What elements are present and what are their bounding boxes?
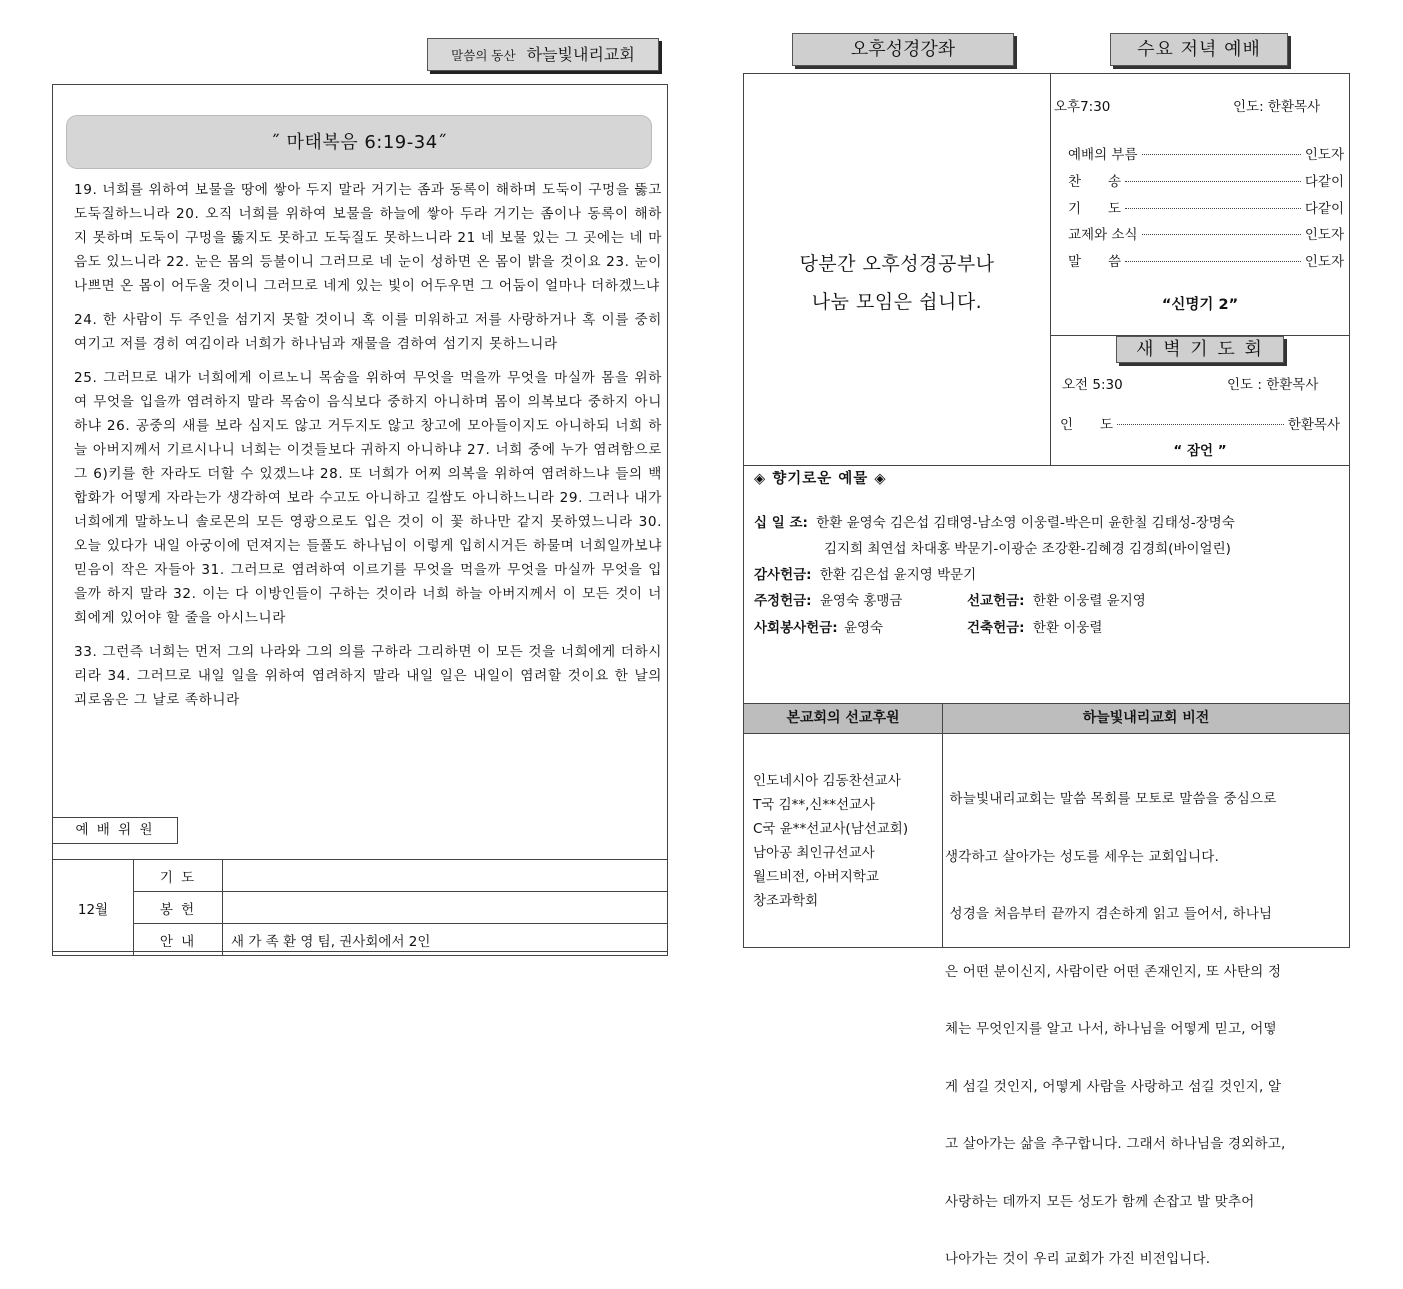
service-names: 윤영숙: [843, 620, 884, 636]
vision-line: 성경을 처음부터 끝까지 겸손하게 읽고 들어서, 하나님: [945, 906, 1273, 922]
dawn-leader: 인도 : 한환목사: [1227, 377, 1319, 393]
order-who: 다같이: [1304, 201, 1344, 217]
divider: [1050, 73, 1051, 465]
staff-role: 안 내: [134, 924, 223, 956]
leader-dots: [1142, 154, 1301, 155]
scripture-text: [74, 178, 662, 722]
vision-line: 체는 무엇인지를 알고 나서, 하나님을 어떻게 믿고, 어떻: [945, 1021, 1277, 1037]
divider: [942, 703, 943, 948]
wed-order-row: [1068, 167, 1344, 193]
weekly-line: [754, 588, 902, 614]
tithe-line: [754, 510, 1235, 536]
staff-value: [223, 892, 668, 924]
dawn-prayer-banner: [1116, 336, 1284, 363]
vision-line: 하늘빛내리교회는 말씀 목회를 모토로 말씀을 중심으로: [945, 791, 1277, 807]
vision-header: [943, 704, 1349, 733]
order-item: 찬 송: [1068, 174, 1122, 190]
divider: [743, 733, 1350, 734]
thanks-names: 한환 김은섭 윤지영 박문기: [819, 567, 977, 583]
leader-dots: [1142, 234, 1301, 235]
order-item: 예배의 부름: [1068, 147, 1138, 163]
leader-dots: [1125, 261, 1301, 262]
scripture-paragraph: 24. 한 사람이 두 주인을 섬기지 못할 것이니 혹 이를 미워하고 저를 사랑하거나 혹 이를 중히 여기고 저를 경히 여김이라 너희가 하나님과 재물을 겸하여 섬기지 못하느니라: [74, 312, 662, 352]
building-line: [967, 615, 1102, 641]
tithe-names: 한환 윤영숙 김은섭 김태영-남소영 이웅렬-박은미 윤한칠 김태성-장명숙: [816, 515, 1235, 531]
order-who: 인도자: [1304, 227, 1344, 243]
mission-names: 한환 이웅렬 윤지영: [1032, 593, 1146, 609]
service-line: [754, 615, 883, 641]
list-item: 인도네시아 김동찬선교사: [753, 773, 901, 789]
tithe-label: 십 일 조:: [754, 515, 808, 531]
wed-time: 오후7:30: [1054, 99, 1111, 115]
dawn-scripture: “ 잠언 ”: [1173, 443, 1227, 459]
dawn-prayer-title: 새 벽 기 도 회: [1136, 339, 1264, 360]
dawn-order-row: [1060, 410, 1340, 436]
list-item: 창조과학회: [753, 893, 819, 909]
building-names: 한환 이웅렬: [1032, 620, 1103, 636]
afternoon-notice-line: 나눔 모임은 쉽니다.: [811, 291, 983, 313]
weekly-label: 주정헌금:: [754, 593, 812, 609]
order-item: 인 도: [1060, 417, 1114, 433]
afternoon-notice: [744, 245, 1050, 321]
order-who: 인도자: [1304, 147, 1344, 163]
tithe-line: [824, 536, 1231, 562]
staff-role: 봉 헌: [134, 892, 223, 924]
staff-label: 예 배 위 원: [75, 822, 155, 838]
mission-label: 선교헌금:: [967, 593, 1025, 609]
list-item: C국 윤**선교사(남선교회): [753, 821, 909, 837]
vision-text: [945, 752, 1347, 1289]
list-item: T국 김**,신**선교사: [753, 797, 876, 813]
wednesday-service-banner: [1110, 33, 1288, 66]
mission-offering-line: [967, 588, 1146, 614]
weekly-names: 윤영숙 홍맹금: [819, 593, 903, 609]
scripture-paragraph: 19. 너희를 위하여 보물을 땅에 쌓아 두지 말라 거기는 좀과 동록이 해하며 도둑이 구멍을 뚫고 도둑질하느니라 20. 오직 너희를 위하여 보물을 하늘에 쌓아 두라 거기는 좀이나 동록이 해하지 못하며 도둑이 구멍을 뚫지도 못하고 도둑질도 못하느니라 21 네 보물 있는 그 곳에는 네 마음도 있느니라 22. 눈은 몸의 등불이니 그러므로 네 눈이 성하면 온 몸이 밝을 것이요 23. 눈이 나쁘면 온 몸이 어두울 것이니 그러므로 네게 있는 빛이 어두우면 그 어둠이 얼마나 더하겠느냐: [74, 182, 662, 294]
wed-scripture: “신명기 2”: [1161, 297, 1239, 313]
vision-line: 은 어떤 분이신지, 사람이란 어떤 존재인지, 또 사탄의 정: [945, 963, 1282, 980]
vision-line: 나아가는 것이 우리 교회가 가진 비전입니다.: [945, 1251, 1211, 1267]
header-church-name: 하늘빛내리교회: [526, 45, 635, 64]
thanks-line: [754, 562, 976, 588]
scripture-title: ˝ 마태복음 6:19-34˝: [270, 132, 448, 153]
staff-month: 12월: [53, 860, 134, 956]
afternoon-notice-line: 당분간 오후성경공부나: [799, 253, 995, 275]
wed-order-row: [1068, 220, 1344, 246]
wed-leader: 인도: 한환목사: [1233, 99, 1321, 115]
staff-role: 기 도: [134, 860, 223, 892]
wed-order-row: [1068, 247, 1344, 273]
wednesday-service-title: 수요 저녁 예배: [1137, 39, 1261, 60]
divider: [743, 465, 1350, 466]
wed-order-row: [1068, 140, 1344, 166]
missions-header: [744, 704, 942, 733]
offering-title: ◈ 향기로운 예물 ◈: [754, 471, 887, 487]
leader-dots: [1125, 208, 1301, 209]
leader-dots: [1125, 181, 1301, 182]
order-who: 인도자: [1304, 254, 1344, 270]
vision-header-label: 하늘빛내리교회 비전: [1082, 710, 1210, 726]
service-label: 사회봉사헌금:: [754, 620, 838, 636]
scripture-paragraph: 33. 그런즉 너희는 먼저 그의 나라와 그의 의를 구하라 그리하면 이 모든 것을 너희에게 더하시리라 34. 그러므로 내일 일을 위하여 염려하지 말라 내일 일은 내일이 염려할 것이요 한 날의 괴로움은 그 날로 족하니라: [74, 644, 662, 708]
church-header-banner: [427, 38, 659, 71]
vision-line: 게 섬길 것인지, 어떻게 사람을 사랑하고 섬길 것인지, 알: [945, 1078, 1282, 1095]
order-item: 말 씀: [1068, 254, 1122, 270]
leader-dots: [1117, 424, 1284, 425]
missionary-list: [753, 769, 941, 913]
order-who: 한환목사: [1287, 417, 1340, 433]
order-item: 교제와 소식: [1068, 227, 1138, 243]
staff-value: [223, 860, 668, 892]
dawn-time: 오전 5:30: [1062, 377, 1123, 393]
worship-staff-table: [52, 859, 668, 956]
thanks-label: 감사헌금:: [754, 567, 812, 583]
vision-line: 고 살아가는 삶을 추구합니다. 그래서 하나님을 경외하고,: [945, 1136, 1286, 1152]
building-label: 건축헌금:: [967, 620, 1025, 636]
missions-header-label: 본교회의 선교후원: [786, 710, 900, 726]
list-item: 남아공 최인규선교사: [753, 845, 875, 861]
wed-order-row: [1068, 194, 1344, 220]
staff-value: 새 가 족 환 영 팀, 권사회에서 2인: [223, 924, 668, 956]
header-title: 말씀의 동산: [451, 48, 516, 63]
list-item: 월드비전, 아버지학교: [753, 869, 879, 885]
afternoon-class-banner: [792, 33, 1014, 66]
scripture-paragraph: 25. 그러므로 내가 너희에게 이르노니 목숨을 위하여 무엇을 먹을까 무엇을 마실까 몸을 위하여 무엇을 입을까 염려하지 말라 목숨이 음식보다 중하지 아니하며 몸이 의복보다 중하지 아니하냐 26. 공중의 새를 보라 심지도 않고 거두지도 않고 창고에 모아들이지도 아니하되 너희 하늘 아버지께서 기르시나니 너희는 이것들보다 귀하지 아니하냐 27. 너희 중에 누가 염려함으로 그 6)키를 한 자라도 더할 수 있겠느냐 28. 또 너희가 어찌 의복을 위하여 염려하느냐 들의 백합화가 어떻게 자라는가 생각하여 보라 수고도 아니하고 길쌈도 아니하느니라 29. 그러나 내가 너희에게 말하노니 솔로몬의 모든 영광으로도 입은 것이 이 꽃 하나만 같지 못하였느니라 30. 오늘 있다가 내일 아궁이에 던져지는 들풀도 하나님이 이렇게 입히시거든 하물며 너희일까보냐 믿음이 작은 자들아 31. 그러므로 염려하여 이르기를 무엇을 먹을까 무엇을 마실까 무엇을 입을까 하지 말라 32. 이는 다 이방인들이 구하는 것이라 너희 하늘 아버지께서 이 모든 것이 너희에게 있어야 할 줄을 아시느니라: [74, 370, 662, 626]
vision-line: 생각하고 살아가는 성도를 세우는 교회입니다.: [945, 848, 1220, 865]
staff-label-box: [52, 817, 178, 844]
vision-line: 사랑하는 데까지 모든 성도가 함께 손잡고 발 맞추어: [945, 1193, 1255, 1210]
scripture-title-banner: [67, 116, 651, 168]
order-who: 다같이: [1304, 174, 1344, 190]
order-item: 기 도: [1068, 201, 1122, 217]
tithe-names: 김지희 최연섭 차대홍 박문기-이광순 조강환-김혜경 김경희(바이얼린): [824, 541, 1231, 557]
afternoon-class-title: 오후성경강좌: [850, 39, 956, 60]
